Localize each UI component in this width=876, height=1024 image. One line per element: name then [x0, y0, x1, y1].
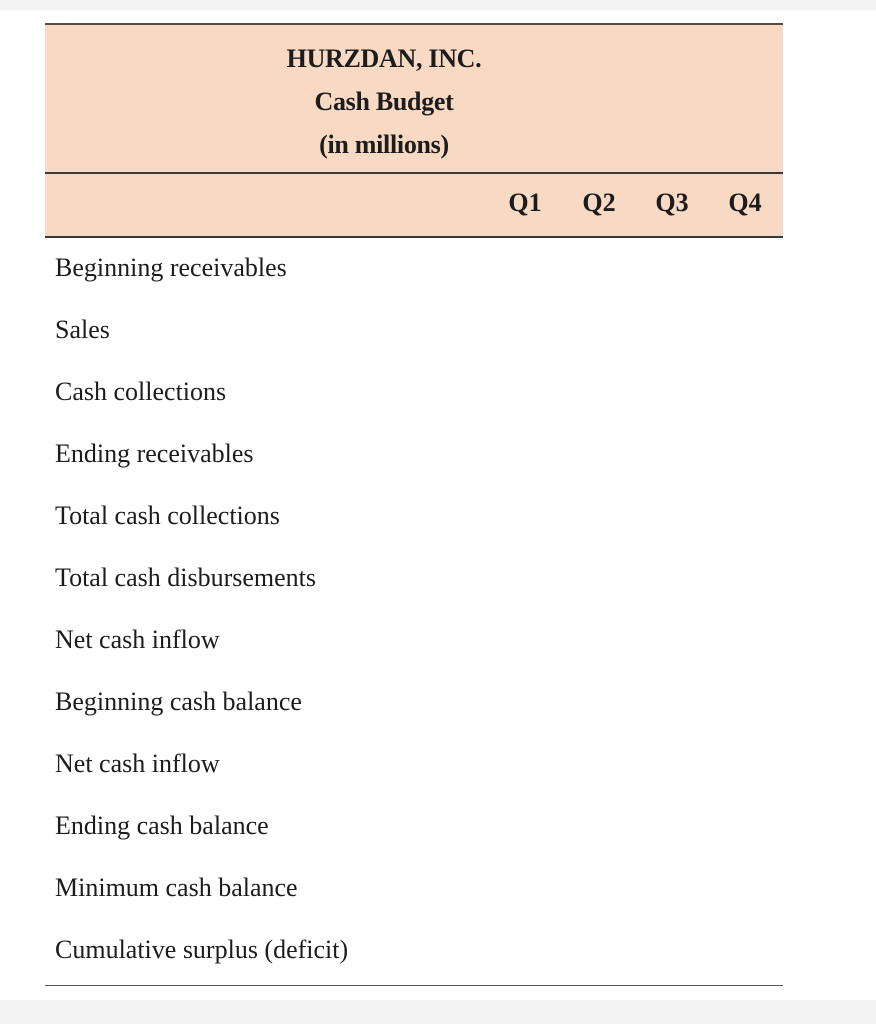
- row-net-cash-inflow-2: Net cash inflow: [55, 749, 220, 778]
- column-header-q1: Q1: [508, 188, 542, 217]
- table-bottom-rule: [45, 985, 783, 986]
- table-title: Cash Budget: [314, 87, 454, 116]
- company-name: HURZDAN, INC.: [286, 44, 482, 73]
- row-total-cash-collections: Total cash collections: [55, 501, 280, 530]
- top-page-edge: [0, 0, 876, 10]
- row-cumulative-surplus-deficit: Cumulative surplus (deficit): [55, 935, 349, 964]
- row-minimum-cash-balance: Minimum cash balance: [55, 873, 298, 902]
- row-sales: Sales: [55, 315, 110, 344]
- bottom-page-edge: [0, 1000, 876, 1024]
- column-header-q3: Q3: [655, 188, 689, 217]
- row-ending-receivables: Ending receivables: [55, 439, 254, 468]
- table-body: [45, 238, 783, 983]
- quarter-header-row: [45, 174, 783, 238]
- table-units: (in millions): [319, 130, 449, 159]
- row-beginning-receivables: Beginning receivables: [55, 253, 287, 282]
- column-header-q2: Q2: [582, 188, 616, 217]
- row-net-cash-inflow: Net cash inflow: [55, 625, 220, 654]
- row-total-cash-disbursements: Total cash disbursements: [55, 563, 317, 592]
- column-header-q4: Q4: [728, 188, 762, 217]
- row-cash-collections: Cash collections: [55, 377, 227, 406]
- row-ending-cash-balance: Ending cash balance: [55, 811, 269, 840]
- row-beginning-cash-balance: Beginning cash balance: [55, 687, 302, 716]
- table-title-block: [45, 23, 783, 174]
- cash-budget-table: [45, 23, 783, 986]
